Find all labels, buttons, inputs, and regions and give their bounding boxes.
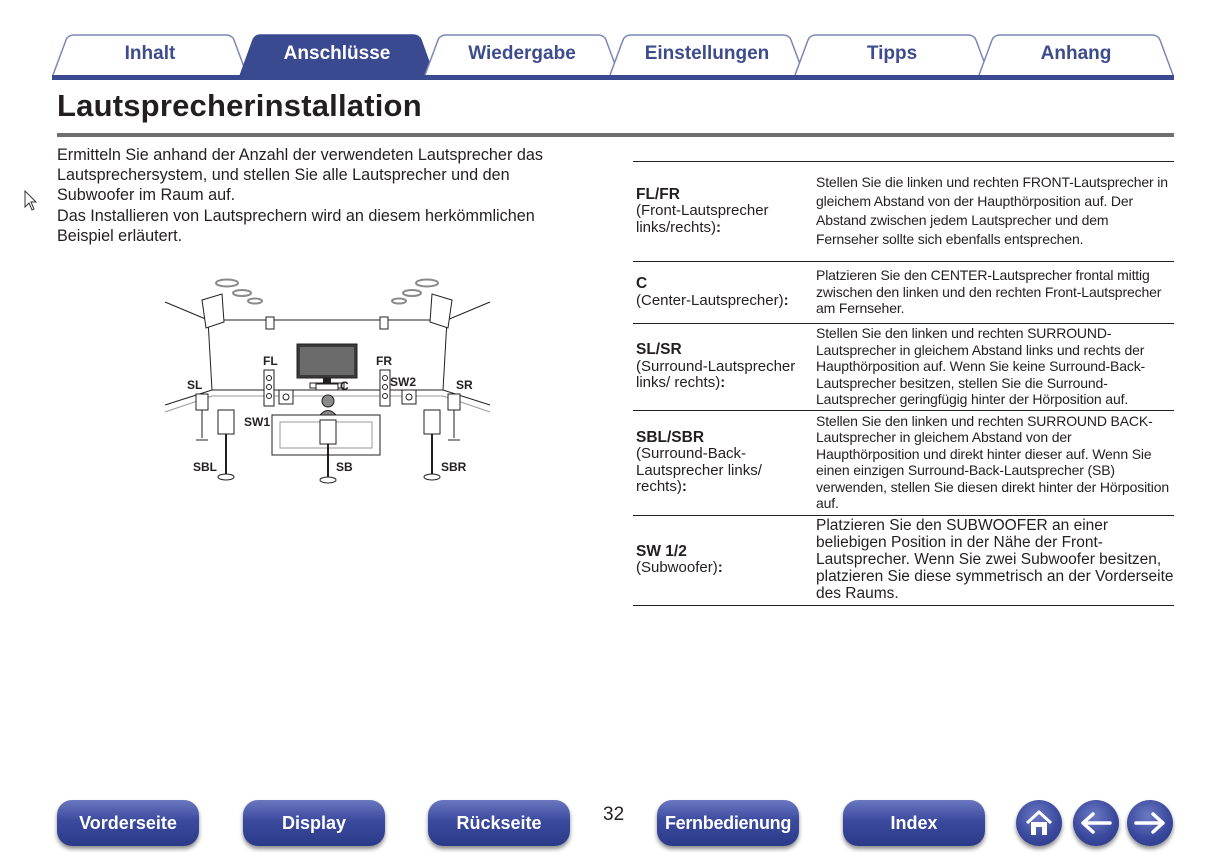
speaker-description: Stellen Sie den linken und rechten SURROUND-Lautsprecher in gleichem Abstand links und rechts der Haupthörposition auf. Wenn Sie keine Surround-Back-Lautsprecher besitzen, stellen Sie die Surround-Lautsprecher geringfügig hinter der Hörposition auf. (816, 325, 1146, 407)
speaker-colon: : (720, 374, 726, 391)
forward-button[interactable] (1127, 800, 1173, 846)
speaker-layout-diagram (160, 270, 495, 495)
tab-anschluesse[interactable] (239, 34, 435, 74)
label-sb: SB (336, 460, 353, 474)
speaker-colon: : (783, 291, 789, 309)
speaker-name-cell (633, 410, 814, 515)
vorderseite-button[interactable]: Vorderseite (57, 800, 199, 846)
label-sbr: SBR (441, 460, 467, 474)
page-number: 32 (603, 804, 625, 825)
speaker-name: SL/SR (636, 341, 682, 358)
speaker-colon: : (717, 559, 723, 576)
home-icon (1024, 809, 1054, 837)
intro-text (57, 145, 577, 246)
speaker-description: Stellen Sie den linken und rechten SURROUND BACK-Lautsprecher in gleichem Abstand von der Haupthörposition und direkt hinter dieser auf. Wenn Sie einen einzigen Surround-Back-Lautsprecher (SB) verwenden, stellen Sie diesen direkt hinter der Hörposition auf. (816, 412, 1170, 511)
table-row (633, 324, 1174, 411)
tab-label: Wiedergabe (468, 43, 576, 64)
tab-einstellungen[interactable] (609, 34, 805, 74)
speaker-name: SBL/SBR (636, 428, 705, 446)
back-button[interactable] (1073, 800, 1119, 846)
speaker-colon: : (716, 218, 722, 236)
index-button[interactable]: Index (843, 800, 985, 846)
fernbedienung-button[interactable]: Fernbedienung (657, 800, 799, 846)
table-row (633, 410, 1174, 515)
tab-label: Anschlüsse (283, 43, 391, 64)
tab-tipps[interactable] (794, 34, 990, 74)
speaker-detail: (Subwoofer) (636, 559, 718, 576)
height-speaker-icon (202, 294, 452, 329)
speaker-detail: (Front-Lautsprecher links/rechts) (636, 202, 769, 236)
rueckseite-button[interactable]: Rückseite (428, 800, 570, 846)
speaker-name-cell (633, 515, 814, 605)
label-sbl: SBL (193, 460, 217, 474)
label-sr: SR (456, 378, 473, 392)
speaker-name-cell (633, 324, 814, 411)
forward-arrow-icon (1134, 812, 1166, 834)
title-divider (57, 133, 1174, 137)
speaker-colon: : (681, 478, 687, 495)
intro-paragraph: Das Installieren von Lautsprechern wird an diesem herkömmlichen Beispiel erläutert. (57, 206, 535, 245)
tab-label: Anhang (1040, 43, 1112, 64)
intro-paragraph: Ermitteln Sie anhand der Anzahl der verwendeten Lautsprecher das Lautsprechersystem, und stellen Sie alle Lautsprecher und den Subwoofer im Raum auf. (57, 146, 543, 205)
ceiling-speaker-icon (216, 280, 438, 304)
speaker-detail: (Surround-Lautsprecher links/ rechts) (636, 357, 796, 391)
label-fl: FL (263, 354, 278, 368)
speaker-table (633, 161, 1174, 606)
speaker-name: SW 1/2 (636, 542, 687, 560)
speaker-name: C (636, 275, 648, 292)
speaker-description: Platzieren Sie den CENTER-Lautsprecher frontal mittig zwischen den linken und den rechten Front-Lautsprecher am Fernseher. (816, 267, 1162, 317)
label-sw1: SW1 (244, 415, 271, 429)
table-row (633, 262, 1174, 324)
label-c: C (340, 379, 349, 393)
tab-wiedergabe[interactable] (424, 34, 620, 74)
tab-label: Tipps (866, 43, 918, 64)
tab-label: Einstellungen (644, 43, 770, 64)
tab-label: Inhalt (124, 43, 176, 64)
home-button[interactable] (1016, 800, 1062, 846)
display-button[interactable]: Display (243, 800, 385, 846)
tab-bar (52, 34, 1174, 76)
label-fr: FR (376, 354, 392, 368)
tab-anhang[interactable] (978, 34, 1174, 74)
speaker-detail: (Surround-Back-Lautsprecher links/ rechts) (636, 445, 762, 495)
mouse-pointer-icon (24, 190, 38, 212)
label-sl: SL (187, 378, 203, 392)
speaker-name-cell (633, 262, 814, 324)
tab-inhalt[interactable] (52, 34, 248, 74)
speaker-name: FL/FR (636, 185, 680, 203)
speaker-detail: (Center-Lautsprecher) (636, 291, 784, 309)
back-arrow-icon (1080, 812, 1112, 834)
speaker-description: Platzieren Sie den SUBWOOFER an einer beliebigen Position in der Nähe der Front-Lautsprecher. Wenn Sie zwei Subwoofer besitzen, platzieren Sie diese symmetrisch an der Vorderseite des Raums. (816, 517, 1174, 602)
table-row (633, 162, 1174, 262)
listener-icon (320, 395, 336, 415)
label-sw2: SW2 (390, 375, 417, 389)
center-speaker-icon (316, 384, 338, 390)
speaker-description: Stellen Sie die linken und rechten FRONT-Lautsprecher in gleichem Abstand von der Haupthörposition auf. Der Abstand zwischen jedem Lautsprecher und dem Fernseher sollte sich ebenfalls entsprechen. (816, 174, 1168, 247)
table-row (633, 515, 1174, 605)
tab-underline (52, 75, 1174, 80)
speaker-name-cell (633, 162, 814, 262)
page-title: Lautsprecherinstallation (57, 88, 422, 123)
